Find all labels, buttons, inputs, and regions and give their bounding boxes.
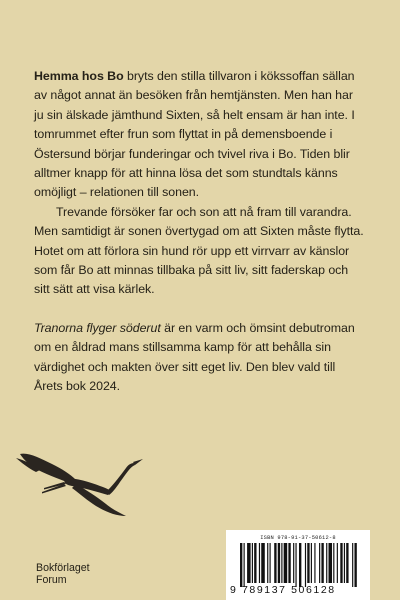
barcode-bar <box>252 543 253 583</box>
barcode-bar <box>321 543 323 583</box>
barcode-bar <box>299 543 301 587</box>
barcode-bar <box>337 543 338 583</box>
barcode-panel <box>226 530 370 600</box>
blurb-paragraph-1-body: bryts den stilla tillvaron i kökssoffan sällan av något annat än besöken från hemtjänsten. Men han har ju sin älskade jämthund Sixten, så helt ensam är han inte. I tomrummet efter frun som flyttat in på demensboende i Östersund börjar funderingar och tvivel riva i Bo. Tiden blir alltmer knapp för att hinna lösa det som stundtals känns omöjligt – relationen till sonen. <box>34 69 355 200</box>
barcode-bar <box>319 543 320 583</box>
barcode-bar <box>344 543 345 583</box>
barcode-bar <box>270 543 271 583</box>
barcode-bar <box>247 543 251 583</box>
barcode-bar <box>333 543 334 583</box>
barcode-bar <box>259 543 260 583</box>
barcode-bar <box>346 543 348 583</box>
barcode-bar <box>267 543 268 583</box>
barcode-bar <box>284 543 288 583</box>
barcode-bar <box>305 543 306 587</box>
barcode-bar <box>314 543 315 583</box>
barcode-bar <box>278 543 280 583</box>
blurb-paragraph-3 <box>34 319 364 397</box>
barcode-bar <box>261 543 265 583</box>
blurb-paragraph-3-body: är en varm och ömsint debutroman om en åldrad mans stillsamma kamp för att behålla sin värdighet och makten över sitt eget liv. Den blev vald till Årets bok 2024. <box>34 320 355 394</box>
blurb-paragraph-1 <box>34 67 364 203</box>
barcode-bar <box>254 543 256 583</box>
barcode-bar <box>293 543 294 583</box>
barcode-bar <box>307 543 309 583</box>
barcode-bar <box>288 543 290 583</box>
barcode-bar <box>244 543 245 587</box>
barcode-bar <box>274 543 276 583</box>
isbn-label: ISBN 978-91-37-50612-8 <box>260 535 336 541</box>
barcode-bar <box>354 543 356 587</box>
barcode-bar <box>352 543 353 587</box>
barcode-bar <box>295 543 296 587</box>
blurb-paragraph-2: Trevande försöker far och son att nå fram till varandra. Men samtidigt är sonen övertygad om att Sixten måste flytta. Hotet om att förlora sin hund rör upp ett virrvarr av känslor som får Bo att minnas tillbaka på sitt liv, sitt faderskap och sitt sätt att visa kärlek. <box>34 204 364 297</box>
barcode-bar <box>281 543 282 583</box>
blurb-lead-phrase: Hemma hos Bo <box>34 69 124 83</box>
ean-digits: 9 789137 506128 <box>230 584 336 596</box>
publisher-name-line-2: Forum <box>36 574 67 586</box>
barcode-bar <box>340 543 342 583</box>
crane-bird-icon <box>14 448 144 518</box>
blurb-text <box>34 67 364 397</box>
barcode-bar <box>240 543 242 587</box>
book-title-italic: Tranorna flyger söderut <box>34 320 161 335</box>
barcode-bar <box>326 543 327 583</box>
publisher-name-line-1: Bokförlaget <box>36 562 90 574</box>
publisher-logo <box>36 562 90 586</box>
barcode-bar <box>329 543 333 583</box>
barcode-bar <box>311 543 312 583</box>
barcode-bars <box>240 543 358 587</box>
